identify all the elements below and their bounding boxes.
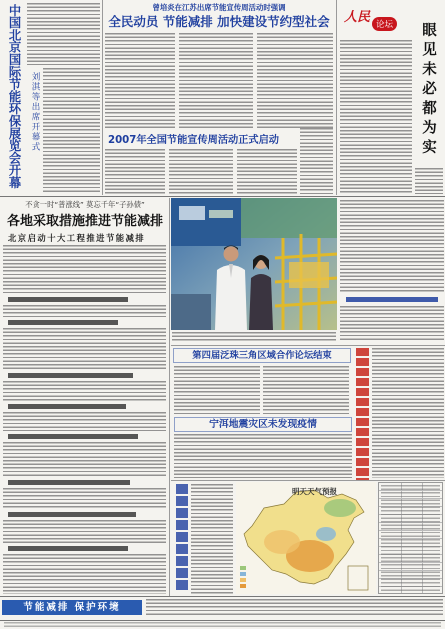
city-weather-table <box>378 482 443 594</box>
forum-vertical-headline: 眼见未必都为实 <box>420 22 436 159</box>
top-story-body <box>105 149 165 194</box>
regional-body-text <box>3 328 166 370</box>
lead-body-text <box>43 68 100 194</box>
right-story-title <box>346 297 438 302</box>
top-story-body <box>179 33 253 129</box>
quake-headline: 宁洱地震灾区未发现疫情 <box>174 417 352 432</box>
top-story-body <box>237 149 297 194</box>
column-divider <box>169 198 170 596</box>
regional-body-text <box>3 442 166 477</box>
right-story-body <box>340 200 444 292</box>
bottom-banner: 节能减排 保护环境 <box>2 600 142 615</box>
regional-section-title <box>8 320 118 325</box>
regional-section-title <box>8 434 138 439</box>
pan-prd-body <box>263 366 349 414</box>
top-story-body <box>300 128 333 194</box>
regional-body-text <box>3 245 166 293</box>
exhibit-table <box>171 294 211 330</box>
forum-logo-main: 人民 <box>344 10 371 25</box>
regional-body-text <box>3 305 166 317</box>
regional-section-title <box>8 297 128 302</box>
weather-map-title: 明天天气预报 <box>292 487 337 496</box>
table-cells <box>381 485 440 591</box>
regional-body-text <box>3 381 166 401</box>
regional-section-title <box>8 480 130 485</box>
region-light-orange <box>264 530 300 554</box>
right-lower-body <box>372 348 444 478</box>
exhibition-photo <box>171 198 337 330</box>
section-rule <box>0 196 445 197</box>
display-board-panel <box>179 206 205 220</box>
regional-first-section-title: 北京启动十大工程推进节能减排 <box>8 233 146 243</box>
lead-vertical-headline: 中国北京国际节能环保展览会开幕 <box>7 4 21 189</box>
regional-body-text <box>3 520 166 543</box>
regional-section-title <box>8 546 128 551</box>
top-story-body <box>169 149 233 194</box>
regional-body-text <box>3 412 166 431</box>
section-rule <box>0 596 445 597</box>
footer-rule <box>0 620 445 621</box>
photo-caption <box>172 332 336 341</box>
regional-headline: 各地采取措施推进节能减排 <box>6 214 163 229</box>
column-divider <box>336 0 337 195</box>
footer-text <box>4 622 441 627</box>
bottom-strip-text <box>146 599 443 616</box>
regional-body-text <box>3 488 166 509</box>
lead-vertical-subhead: 刘淇等出席开幕式 <box>30 72 40 152</box>
column-divider <box>102 0 103 195</box>
exhibit-model <box>289 262 329 288</box>
section-rule <box>171 345 445 346</box>
pan-prd-headline: 第四届泛珠三角区域合作论坛结束 <box>173 348 351 363</box>
lead-body-text <box>27 3 100 65</box>
region-blue <box>316 527 336 541</box>
pan-prd-body <box>174 366 260 414</box>
top-story-body <box>257 33 333 129</box>
regional-kicker: 不贪一时“普涨线” 莫忘千年“子孙债” <box>25 200 145 209</box>
regional-section-title <box>8 512 136 517</box>
red-vertical-headline-glyphs <box>356 348 369 480</box>
regional-body-text <box>3 554 166 594</box>
forum-logo-tag: 论坛 <box>372 17 397 31</box>
blue-vertical-headline-glyphs <box>176 484 188 592</box>
display-board-panel <box>209 210 233 218</box>
quake-body <box>174 434 352 478</box>
top-story-body <box>105 33 175 129</box>
section-rule <box>171 480 445 481</box>
forum-body-text <box>340 40 412 194</box>
lower-story-body <box>191 484 233 594</box>
green-exhibit-wall <box>241 198 337 238</box>
top-story-subheadline: 2007年全国节能宣传周活动正式启动 <box>108 135 279 146</box>
regional-section-title <box>8 373 133 378</box>
forum-logo <box>342 4 402 36</box>
display-board <box>171 198 241 246</box>
top-story-headline: 全民动员 节能减排 加快建设节约型社会 <box>108 14 330 29</box>
weather-map <box>236 482 376 594</box>
forum-body-text <box>415 168 443 194</box>
region-green <box>324 499 356 517</box>
top-story-kicker: 曾培炎在江苏出席节能宣传周活动时强调 <box>152 3 286 12</box>
right-story-body <box>340 306 444 342</box>
regional-section-title <box>8 404 126 409</box>
